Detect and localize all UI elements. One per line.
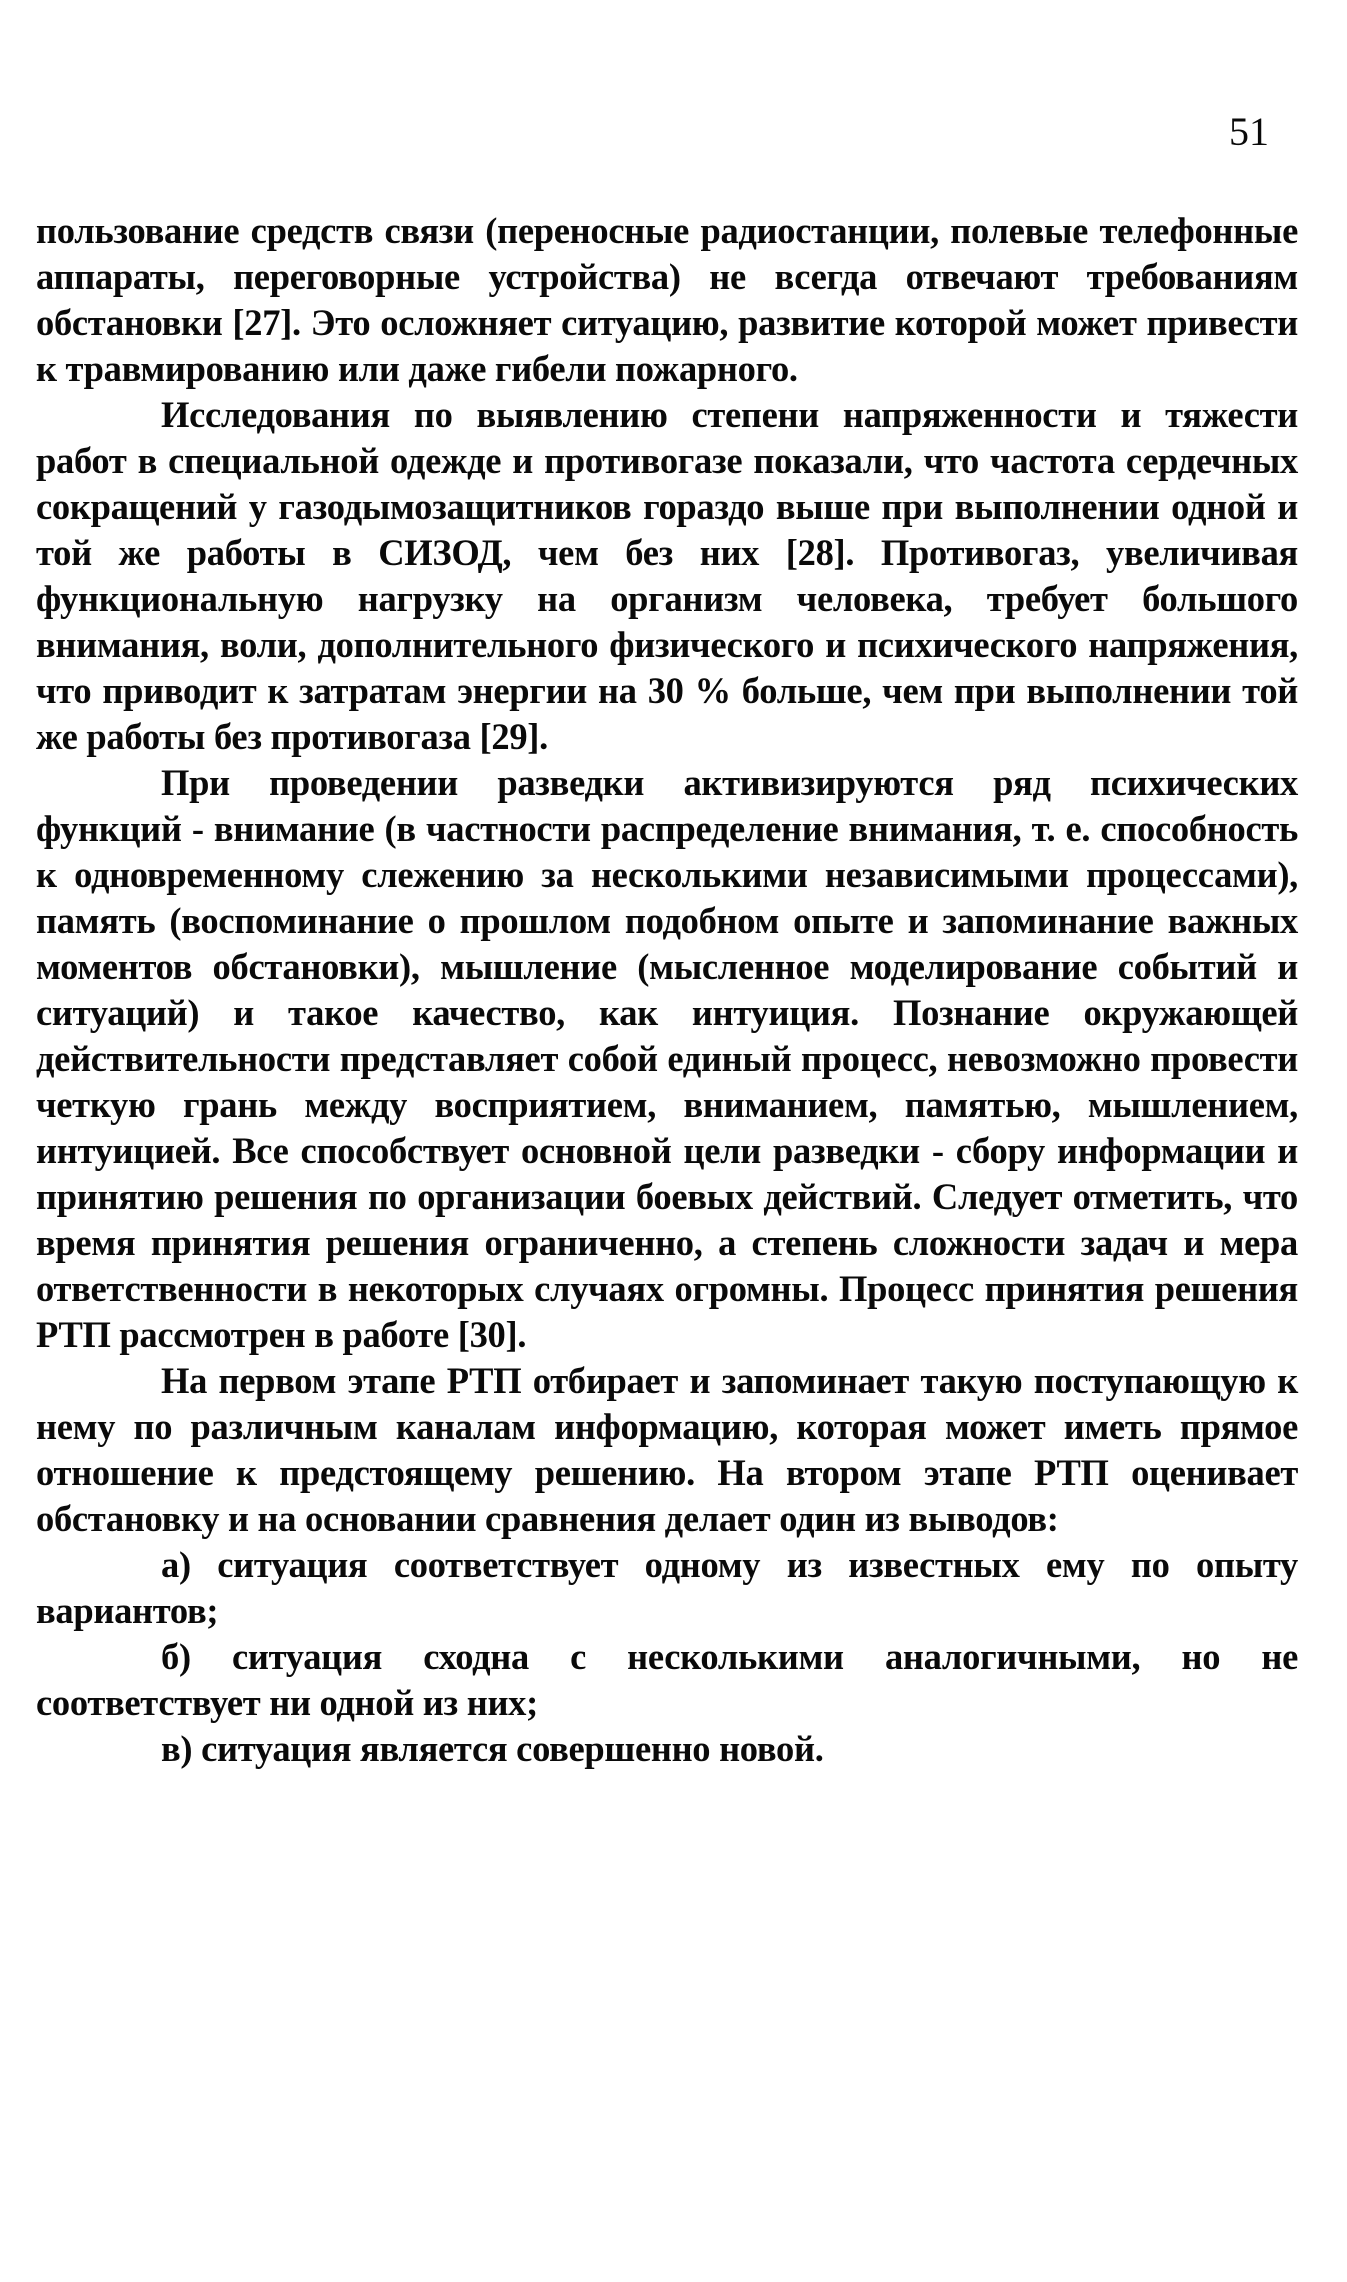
paragraph-continued: пользование средств связи (переносные радиостанции, полевые телефонные аппараты, переговорные устройства) не всегда отвечают требованиям обстановки [27]. Это осложняет ситуацию, развитие которой может привести к травмированию или даже гибели пожарного. [36,210,1298,389]
paragraph: На первом этапе РТП отбирает и запоминает такую поступающую к нему по различным каналам информацию, которая может иметь прямое отношение к предстоящему решению. На втором этапе РТП оценивает обстановку и на основании сравнения делает один из выводов: [36,1360,1298,1539]
paragraph: При проведении разведки активизируются ряд психических функций - внимание (в частности распределение внимания, т. е. способность к одновременному слежению за несколькими независимыми процессами), память (воспоминание о прошлом подобном опыте и запоминание важных моментов обстановки), мышление (мысленное моделирование событий и ситуаций) и такое качество, как интуиция. Познание окружающей действительности представляет собой единый процесс, невозможно провести четкую грань между восприятием, вниманием, памятью, мышлением, интуицией. Все способствует основной цели разведки - сбору информации и принятию решения по организации боевых действий. Следует отметить, что время принятия решения ограниченно, а степень сложности задач и мера ответственности в некоторых случаях огромны. Процесс принятия решения РТП рассмотрен в работе [30]. [36,762,1298,1355]
list-item-c: в) ситуация является совершенно новой. [161,1728,824,1769]
list-item-a: а) ситуация соответствует одному из известных ему по опыту вариантов; [36,1544,1298,1631]
paragraph: Исследования по выявлению степени напряженности и тяжести работ в специальной одежде и противогазе показали, что частота сердечных сокращений у газодымозащитников гораздо выше при выполнении одной и той же работы в СИЗОД, чем без них [28]. Противогаз, увеличивая функциональную нагрузку на организм человека, требует большого внимания, воли, дополнительного физического и психического напряжения, что приводит к затратам энергии на 30 % больше, чем при выполнении той же работы без противогаза [29]. [36,394,1298,757]
list-item-b: б) ситуация сходна с несколькими аналогичными, но не соответствует ни одной из них; [36,1636,1298,1723]
page-number: 51 [1229,109,1269,154]
page-text [36,208,1298,1772]
